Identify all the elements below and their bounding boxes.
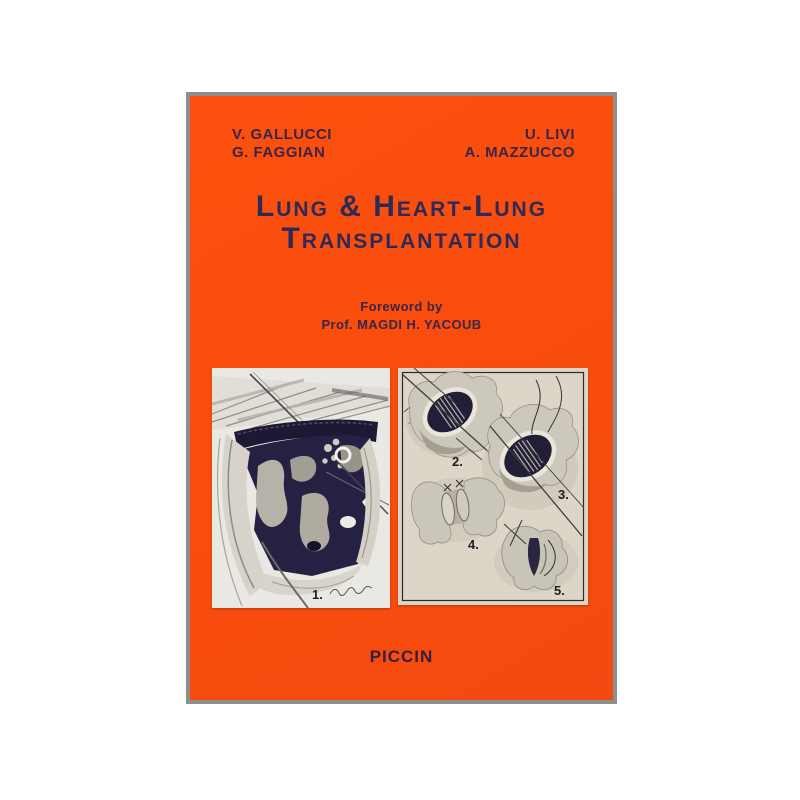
- author-name: U. LIVI: [524, 126, 575, 143]
- foreword-block: [190, 298, 613, 334]
- figure-2-label: 2.: [452, 454, 463, 469]
- tracheal-anastomosis-illustration: [398, 368, 588, 605]
- foreword-label: Foreword by: [360, 299, 443, 314]
- figure-3-label: 3.: [558, 487, 569, 502]
- author-name: G. FAGGIAN: [232, 143, 326, 161]
- figure-panel-1: [212, 368, 390, 608]
- figure-5-label: 5.: [554, 583, 565, 598]
- author-name: A. MAZZUCCO: [464, 143, 575, 161]
- surgical-thoracotomy-illustration: [212, 368, 390, 608]
- author-name: V. GALLUCCI: [232, 126, 332, 143]
- authors-row: [232, 126, 575, 161]
- book-title-line2: Transplantation: [281, 222, 522, 255]
- book-title: [190, 191, 613, 255]
- authors-right: [465, 126, 576, 161]
- book-cover: [186, 92, 617, 704]
- figure-panel-2: [398, 368, 588, 605]
- figure-4-label: 4.: [468, 537, 479, 552]
- authors-left: [232, 126, 332, 161]
- figure-1-label: 1.: [312, 587, 323, 602]
- publisher-logo: PICCIN: [369, 647, 434, 666]
- foreword-author: Prof. MAGDI H. YACOUB: [321, 317, 482, 332]
- book-title-line1: Lung & Heart-Lung: [255, 190, 548, 223]
